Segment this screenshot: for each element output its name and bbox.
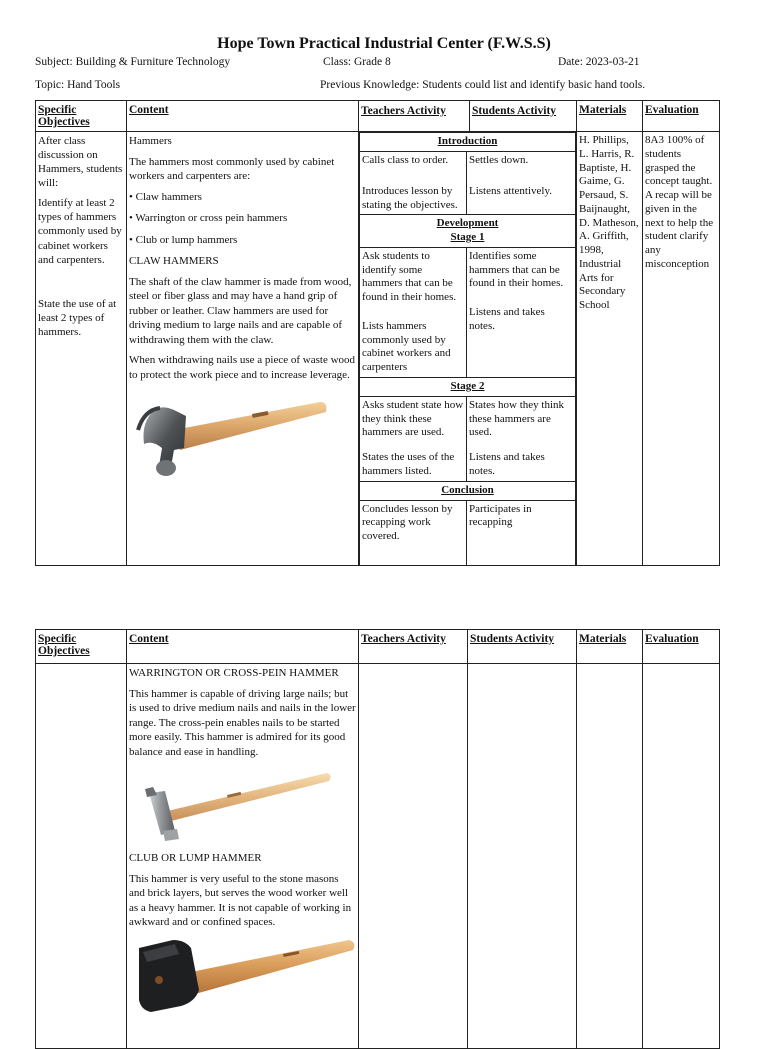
stage1-student-1: Identifies some hammers that can be found in their homes. bbox=[469, 249, 564, 290]
conclusion-student-1: Participates in recapping bbox=[469, 502, 532, 529]
stage2-student-1: States how they think these hammers are used. bbox=[469, 398, 565, 439]
warrington-description: This hammer is capable of driving large nails; but is used to drive medium nails and nails in the lower range. The cross-pein enables nails to be started more easily. This hammer is admired for its good balance and ease in handling. bbox=[129, 687, 356, 758]
stage1-student-2: Listens and takes notes. bbox=[469, 306, 545, 332]
intro-teacher-2: Introduces lesson by stating the objectives. bbox=[362, 184, 458, 211]
col-header-content-2: Content bbox=[127, 630, 359, 664]
evaluation-cell: 8A3 100% of students grasped the concept taught. A recap will be given in the next to help the student clarify any misconception bbox=[643, 132, 720, 566]
development-label bbox=[360, 215, 576, 248]
claw-description: The shaft of the claw hammer is made from wood, steel or fiber glass and may have a hand grip of rubber or leather. Claw hammers are used for driving medium to large nails and are capable of withdrawing them with the claw. bbox=[129, 275, 352, 346]
conclusion-label: Conclusion bbox=[360, 481, 576, 500]
previous-knowledge-line: Previous Knowledge: Students could list and identify basic hand tools. bbox=[320, 79, 646, 91]
intro-teacher-1: Calls class to order. bbox=[362, 154, 449, 166]
content-cell bbox=[127, 132, 359, 566]
warrington-hammer-image bbox=[131, 765, 341, 845]
intro-student-2: Listens attentively. bbox=[469, 184, 552, 197]
materials-cell-2 bbox=[577, 664, 643, 1049]
objectives-cell-2 bbox=[36, 664, 127, 1049]
topic-line: Topic: Hand Tools bbox=[35, 79, 121, 91]
col-header-students: Students Activity bbox=[472, 105, 557, 117]
materials-cell: H. Phillips, L. Harris, R. Baptiste, H. Gaime, G. Persaud, S. Baijnaught, D. Matheson, A. Griffith, 1998, Industrial Arts for Secondary School bbox=[577, 132, 643, 566]
objective-2: State the use of at least 2 types of hammers. bbox=[38, 297, 117, 338]
col-header-evaluation-2: Evaluation bbox=[643, 630, 720, 664]
subject-line: Subject: Building & Furniture Technology bbox=[35, 56, 231, 68]
lesson-plan-table-2 bbox=[35, 629, 720, 1049]
objective-intro: After class discussion on Hammers, students will: bbox=[38, 135, 123, 190]
development-heading: Development bbox=[436, 217, 499, 230]
content-intro: The hammers most commonly used by cabinet workers and carpenters are: bbox=[129, 155, 335, 183]
stage1-teacher-1: Ask students to identify some hammers that can be found in their homes. bbox=[362, 249, 457, 303]
stage1-teacher-2: Lists hammers commonly used by cabinet workers and carpenters bbox=[362, 319, 451, 373]
conclusion-teacher-1: Concludes lesson by recapping work covered. bbox=[362, 502, 453, 542]
teachers-cell-2 bbox=[359, 664, 468, 1049]
evaluation-cell-2 bbox=[643, 664, 720, 1049]
col-header-materials-2: Materials bbox=[577, 630, 643, 664]
stage2-teacher-2: States the uses of the hammers listed. bbox=[362, 451, 455, 477]
stage1-teacher-cell bbox=[360, 247, 467, 377]
col-header-teachers-2: Teachers Activity bbox=[359, 630, 468, 664]
introduction-label: Introduction bbox=[360, 133, 576, 152]
activities-cell bbox=[359, 132, 577, 566]
intro-student-cell bbox=[467, 152, 576, 215]
col-header-content: Content bbox=[127, 101, 359, 132]
claw-heading: CLAW HAMMERS bbox=[129, 255, 219, 268]
conclusion-teacher-cell bbox=[360, 500, 467, 565]
objectives-cell bbox=[36, 132, 127, 566]
content-heading: Hammers bbox=[129, 135, 172, 147]
conclusion-student-cell bbox=[467, 500, 576, 565]
col-header-materials: Materials bbox=[577, 101, 643, 132]
claw-tip: When withdrawing nails use a piece of waste wood to protect the work piece and to increase leverage. bbox=[129, 354, 356, 381]
lesson-plan-table-1 bbox=[35, 100, 720, 566]
date-line: Date: 2023-03-21 bbox=[558, 56, 640, 68]
col-header-objectives: Specific Objectives bbox=[36, 101, 127, 132]
club-heading: CLUB OR LUMP HAMMER bbox=[129, 852, 262, 865]
club-description: This hammer is very useful to the stone masons and brick layers, but serves the wood worker well as a heavy hammer. It is not capable of working in awkward and or confined spaces. bbox=[129, 872, 352, 929]
col-header-objectives-2: Specific Objectives bbox=[36, 630, 127, 664]
col-header-activities bbox=[359, 101, 577, 132]
stage2-teacher-cell bbox=[360, 396, 467, 481]
stage1-student-cell bbox=[467, 247, 576, 377]
warrington-heading: WARRINGTON OR CROSS-PEIN HAMMER bbox=[129, 667, 339, 679]
bullet-warrington: • Warrington or cross pein hammers bbox=[129, 212, 288, 225]
document-title: Hope Town Practical Industrial Center (F.W.S.S) bbox=[217, 35, 551, 52]
stage2-label: Stage 2 bbox=[360, 377, 576, 396]
col-header-evaluation: Evaluation bbox=[643, 101, 720, 132]
students-cell-2 bbox=[468, 664, 577, 1049]
intro-student-1: Settles down. bbox=[469, 154, 529, 166]
stage1-heading: Stage 1 bbox=[450, 231, 485, 243]
objective-1: Identify at least 2 types of hammers commonly used by cabinet workers and carpenters. bbox=[38, 197, 122, 266]
intro-teacher-cell bbox=[360, 152, 467, 215]
col-header-students-2: Students Activity bbox=[468, 630, 577, 664]
bullet-claw: • Claw hammers bbox=[129, 190, 202, 203]
stage2-teacher-1: Asks student state how they think these hammers are used. bbox=[362, 398, 464, 439]
content-cell-2 bbox=[127, 664, 359, 1049]
stage2-student-2: Listens and takes notes. bbox=[469, 451, 545, 477]
class-line: Class: Grade 8 bbox=[323, 56, 391, 68]
bullet-club: • Club or lump hammers bbox=[129, 233, 238, 246]
col-header-teachers: Teachers Activity bbox=[359, 101, 470, 131]
stage2-student-cell bbox=[467, 396, 576, 481]
club-hammer-image bbox=[133, 936, 358, 1016]
claw-hammer-image bbox=[134, 388, 334, 478]
